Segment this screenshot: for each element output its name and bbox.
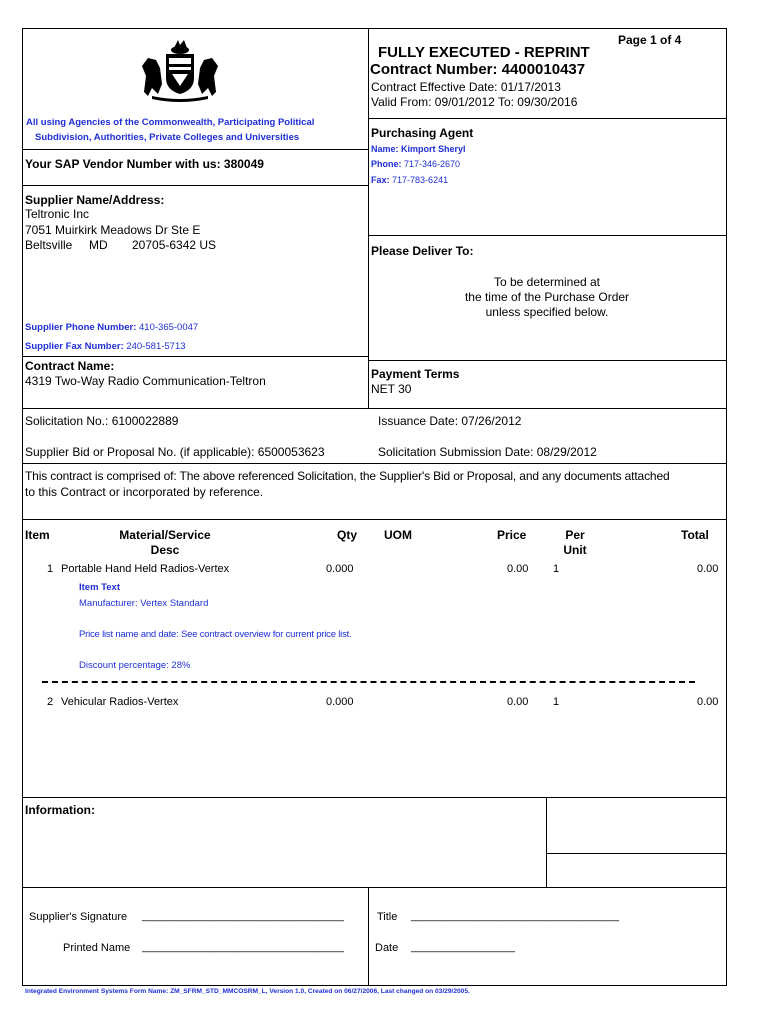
table-top-line (22, 519, 727, 520)
supplier-state: MD (89, 238, 108, 252)
payment-terms-value: NET 30 (371, 382, 412, 396)
title-label: Title (377, 911, 398, 923)
item-text-discount: Discount percentage: 28% (79, 660, 191, 671)
purchasing-agent-phone: Phone: 717-346-2670 (371, 159, 461, 169)
row-2-qty: 0.000 (326, 696, 354, 708)
frame-top-line (22, 28, 727, 29)
supplier-heading: Supplier Name/Address: (25, 193, 165, 207)
information-top-line (22, 797, 727, 798)
header-price: Price (497, 528, 527, 542)
supplier-signature-line[interactable]: _________________________________ (142, 910, 344, 922)
item-text-price-list: Price list name and date: See contract overview for current price list. (79, 629, 352, 640)
supplier-phone-value: 410-365-0047 (139, 322, 199, 333)
header-per: Per (565, 528, 585, 542)
header-divider (368, 118, 726, 119)
contract-valid-dates: Valid From: 09/01/2012 To: 09/30/2016 (371, 95, 578, 109)
information-box-divider (546, 797, 547, 887)
header-qty: Qty (337, 528, 358, 542)
agencies-line-1: All using Agencies of the Commonwealth, Participating Political (26, 117, 315, 128)
comprised-line-1: This contract is comprised of: The above referenced Solicitation, the Supplier's Bid or Proposal, and any documents attached (25, 469, 670, 483)
supplier-fax: Supplier Fax Number: 240-581-5713 (25, 341, 186, 352)
title-line[interactable]: __________________________________ (411, 910, 620, 922)
vendor-divider (22, 185, 368, 186)
signature-divider (368, 887, 369, 985)
solicitation-top-line (22, 408, 727, 409)
item-text-heading: Item Text (79, 582, 121, 593)
agent-fax-value: 717-783-6241 (392, 175, 449, 185)
comprised-top-line (22, 463, 727, 464)
supplier-bid-number: Supplier Bid or Proposal No. (if applicable): 6500053623 (25, 445, 325, 459)
row-2-item: 2 (47, 696, 54, 708)
payment-terms-heading: Payment Terms (371, 367, 460, 381)
center-divider (368, 28, 369, 408)
contract-number: Contract Number: 4400010437 (370, 61, 586, 78)
commonwealth-seal-icon (138, 36, 222, 102)
information-label: Information: (25, 803, 95, 817)
row-2-total: 0.00 (697, 696, 719, 708)
supplier-fax-value: 240-581-5713 (126, 341, 186, 352)
row-1-per: 1 (553, 563, 560, 575)
solicitation-number: Solicitation No.: 6100022889 (25, 414, 179, 428)
purchasing-agent-heading: Purchasing Agent (371, 126, 474, 140)
row-2-desc: Vehicular Radios-Vertex (61, 696, 179, 708)
deliver-divider (368, 360, 726, 361)
header-item: Item (25, 528, 50, 542)
printed-name-line[interactable]: _________________________________ (142, 941, 344, 953)
frame-right-line (726, 28, 727, 986)
header-unit: Unit (563, 543, 587, 557)
contract-effective-date: Contract Effective Date: 01/17/2013 (371, 80, 561, 94)
row-1-desc: Portable Hand Held Radios-Vertex (61, 563, 230, 575)
header-total: Total (681, 528, 709, 542)
deliver-line-1: To be determined at (493, 275, 601, 289)
comprised-line-2: to this Contract or incorporated by reference. (25, 485, 264, 499)
information-box-mid-line (546, 853, 726, 854)
item-separator (42, 681, 695, 683)
purchasing-agent-fax: Fax: 717-783-6241 (371, 175, 449, 185)
frame-left-line (22, 28, 23, 986)
form-footer: Integrated Environment Systems Form Name: ZM_SFRM_STD_MMCOSRM_L, Version 1.0, Created on 06/27/2006, Last changed on 03/29/2005. (25, 988, 470, 995)
row-1-price: 0.00 (507, 563, 529, 575)
header-desc-2: Desc (150, 543, 180, 557)
supplier-phone: Supplier Phone Number: 410-365-0047 (25, 322, 199, 333)
row-1-qty: 0.000 (326, 563, 354, 575)
vendor-number: Your SAP Vendor Number with us: 380049 (25, 157, 264, 171)
item-text-manufacturer: Manufacturer: Vertex Standard (79, 598, 209, 609)
deliver-line-2: the time of the Purchase Order (464, 290, 630, 304)
printed-name-label: Printed Name (63, 942, 131, 954)
row-1-item: 1 (47, 563, 54, 575)
header-desc-1: Material/Service (119, 528, 211, 542)
header-uom: UOM (384, 528, 412, 542)
page-number: Page 1 of 4 (618, 33, 682, 47)
agent-divider (368, 235, 726, 236)
deliver-line-3: unless specified below. (485, 305, 609, 319)
supplier-street: 7051 Muirkirk Meadows Dr Ste E (25, 223, 201, 237)
supplier-signature-label: Supplier's Signature (29, 911, 128, 923)
supplier-zip-country: 20705-6342 US (132, 238, 217, 252)
contract-name-value: 4319 Two-Way Radio Communication-Teltron (25, 374, 266, 388)
row-2-per: 1 (553, 696, 560, 708)
agencies-divider (22, 149, 368, 150)
issuance-date: Issuance Date: 07/26/2012 (378, 414, 522, 428)
date-label: Date (375, 942, 399, 954)
deliver-heading: Please Deliver To: (371, 244, 474, 258)
agent-phone-value: 717-346-2670 (404, 159, 461, 169)
agencies-line-2: Subdivision, Authorities, Private Colleges and Universities (35, 132, 300, 143)
purchasing-agent-name: Name: Kimport Sheryl (371, 144, 466, 154)
supplier-divider (22, 356, 368, 357)
contract-name-heading: Contract Name: (25, 359, 115, 373)
supplier-name: Teltronic Inc (25, 207, 90, 221)
row-1-total: 0.00 (697, 563, 719, 575)
submission-date: Solicitation Submission Date: 08/29/2012 (378, 445, 597, 459)
date-line[interactable]: _________________ (411, 941, 516, 953)
supplier-city: Beltsville (25, 238, 73, 252)
signature-top-line (22, 887, 727, 888)
document-title: FULLY EXECUTED - REPRINT (378, 44, 590, 61)
frame-bottom-line (22, 985, 727, 986)
row-2-price: 0.00 (507, 696, 529, 708)
